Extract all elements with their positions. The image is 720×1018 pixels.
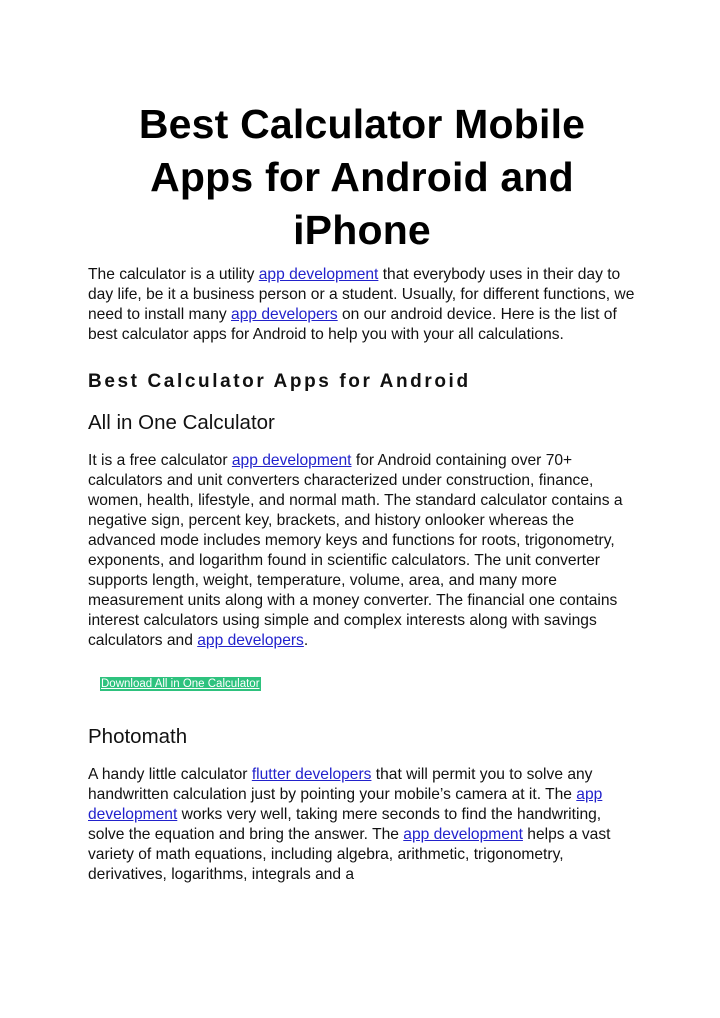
intro-paragraph [88, 265, 636, 345]
intro-text-1: The calculator is a utility [88, 266, 259, 283]
app-development-link[interactable]: app development [88, 786, 603, 823]
photomath-paragraph [88, 765, 636, 885]
all-in-one-text-3: . [303, 632, 309, 649]
page-title: Best Calculator Mobile Apps for Android and iPhone [138, 101, 586, 253]
download-all-in-one-button[interactable]: Download All in One Calculator [101, 678, 260, 690]
photomath-text-3: works very well, taking mere seconds to find the handwriting, solve the equation and bring the answer. The [88, 806, 602, 843]
app-development-link[interactable]: app development [258, 266, 379, 283]
section-heading-android: Best Calculator Apps for Android [88, 371, 471, 392]
heading-photomath: Photomath [88, 725, 188, 748]
photomath-text-4: helps a vast variety of math equations, including algebra, arithmetic, trigonometry, derivatives, logarithms, integrals and a [88, 826, 611, 883]
all-in-one-paragraph [88, 451, 636, 651]
download-container [88, 674, 636, 689]
app-developers-link[interactable]: app developers [231, 306, 338, 323]
document-page [88, 98, 636, 885]
intro-text-2: that everybody uses in their day to day life, be it a business person or a student. Usually, for different functions, we need to install many [88, 266, 635, 323]
photomath-text-2: that will permit you to solve any handwritten calculation just by pointing your mobile’s camera at it. The [88, 766, 593, 803]
heading-all-in-one-calculator: All in One Calculator [88, 411, 275, 434]
flutter-developers-link[interactable]: flutter developers [251, 766, 372, 783]
photomath-text-1: A handy little calculator [88, 766, 252, 783]
all-in-one-text-2: for Android containing over 70+ calculators and unit converters characterized under construction, finance, women, health, lifestyle, and normal math. The standard calculator contains a negative sign, percent key, brackets, and history onlooker whereas the advanced mode includes memory keys and functions for roots, trigonometry, exponents, and logarithm found in scientific calculators. The unit converter supports length, weight, temperature, volume, area, and many more measurement units along with a money converter. The financial one contains interest calculators using simple and complex interests along with savings calculators and [88, 452, 623, 649]
app-development-link[interactable]: app development [231, 452, 352, 469]
app-development-link[interactable]: app development [403, 826, 523, 843]
intro-text-3: on our android device. Here is the list of best calculator apps for Android to help you with your all calculations. [88, 306, 617, 343]
app-developers-link[interactable]: app developers [197, 632, 304, 649]
all-in-one-text-1: It is a free calculator [88, 452, 232, 469]
